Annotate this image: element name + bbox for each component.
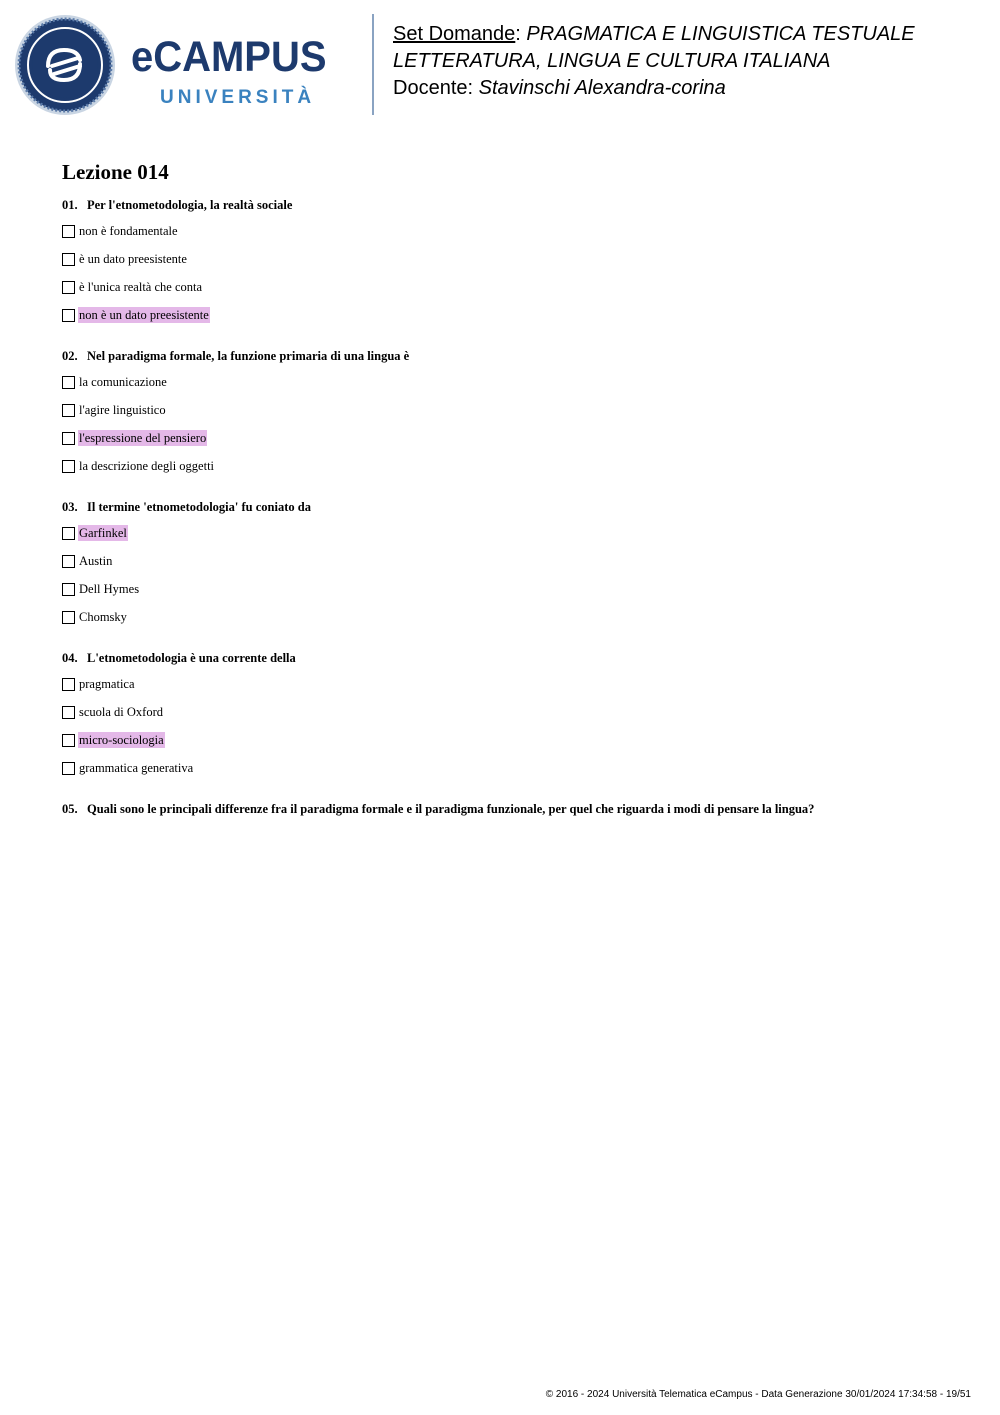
option-label: Chomsky: [79, 610, 127, 624]
option-03-a[interactable]: [62, 525, 128, 541]
checkbox[interactable]: [62, 281, 75, 294]
checkbox[interactable]: [62, 762, 75, 775]
question-text: Nel paradigma formale, la funzione primaria di una lingua è: [87, 349, 410, 363]
option-label: è l'unica realtà che conta: [79, 280, 203, 294]
question-02: [62, 350, 409, 363]
option-03-c[interactable]: [62, 581, 140, 597]
question-number: 02.: [62, 349, 78, 363]
option-02-b[interactable]: [62, 402, 167, 418]
checkbox[interactable]: [62, 253, 75, 266]
checkbox[interactable]: [62, 734, 75, 747]
option-02-c[interactable]: [62, 430, 207, 446]
checkbox[interactable]: [62, 225, 75, 238]
checkbox[interactable]: [62, 460, 75, 473]
question-text: L'etnometodologia è una corrente della: [87, 651, 296, 665]
question-03: [62, 501, 311, 514]
option-04-b[interactable]: [62, 704, 164, 720]
question-text: Il termine 'etnometodologia' fu coniato da: [87, 500, 311, 514]
option-label: scuola di Oxford: [79, 705, 164, 719]
option-03-b[interactable]: [62, 553, 113, 569]
brand-name: eCAMPUS: [131, 33, 327, 81]
option-label-correct: micro-sociologia: [79, 733, 164, 747]
set-domande-line: [393, 24, 915, 44]
ecampus-logo-seal: [14, 14, 116, 116]
checkbox[interactable]: [62, 432, 75, 445]
checkbox[interactable]: [62, 706, 75, 719]
checkbox[interactable]: [62, 376, 75, 389]
checkbox[interactable]: [62, 611, 75, 624]
header-divider: [372, 14, 374, 115]
option-label-correct: non è un dato preesistente: [79, 308, 209, 322]
checkbox[interactable]: [62, 678, 75, 691]
lesson-title: Lezione 014: [62, 160, 169, 184]
option-label: pragmatica: [79, 677, 135, 691]
option-label: Austin: [79, 554, 113, 568]
option-02-a[interactable]: [62, 374, 168, 390]
set-title-line2: LETTERATURA, LINGUA E CULTURA ITALIANA: [393, 50, 831, 72]
option-label-correct: Garfinkel: [79, 526, 127, 540]
question-number: 05.: [62, 802, 78, 816]
option-label-correct: l'espressione del pensiero: [79, 431, 207, 445]
question-text: Quali sono le principali differenze fra il paradigma formale e il paradigma funzionale, per quel che riguarda i modi di pensare la lingua?: [87, 802, 815, 816]
checkbox[interactable]: [62, 309, 75, 322]
option-label: grammatica generativa: [79, 761, 194, 775]
page-footer: © 2016 - 2024 Università Telematica eCampus - Data Generazione 30/01/2024 17:34:58 - 19/51: [545, 1389, 971, 1400]
question-04: [62, 652, 296, 665]
option-label: Dell Hymes: [79, 582, 140, 596]
option-02-d[interactable]: [62, 458, 215, 474]
option-03-d[interactable]: [62, 609, 128, 625]
question-number: 03.: [62, 500, 78, 514]
teacher-label: Docente:: [393, 77, 479, 99]
set-domande-separator: :: [515, 23, 527, 45]
option-01-b[interactable]: [62, 251, 188, 267]
option-label: non è fondamentale: [79, 224, 178, 238]
checkbox[interactable]: [62, 404, 75, 417]
question-number: 01.: [62, 198, 78, 212]
question-01: [62, 199, 292, 212]
set-title-line1: PRAGMATICA E LINGUISTICA TESTUALE: [526, 23, 915, 45]
checkbox[interactable]: [62, 555, 75, 568]
question-number: 04.: [62, 651, 78, 665]
option-01-a[interactable]: [62, 223, 179, 239]
question-text: Per l'etnometodologia, la realtà sociale: [87, 198, 293, 212]
option-04-d[interactable]: [62, 760, 194, 776]
checkbox[interactable]: [62, 583, 75, 596]
checkbox[interactable]: [62, 527, 75, 540]
option-04-a[interactable]: [62, 676, 136, 692]
brand-subtitle: UNIVERSITÀ: [160, 87, 316, 108]
option-01-d[interactable]: [62, 307, 210, 323]
teacher-line: [393, 78, 726, 98]
question-05: [62, 803, 814, 816]
option-label: la descrizione degli oggetti: [79, 459, 215, 473]
option-label: l'agire linguistico: [79, 403, 166, 417]
set-domande-label: Set Domande: [393, 23, 516, 45]
option-label: è un dato preesistente: [79, 252, 187, 266]
option-01-c[interactable]: [62, 279, 203, 295]
option-label: la comunicazione: [79, 375, 167, 389]
option-04-c[interactable]: [62, 732, 165, 748]
teacher-name: Stavinschi Alexandra-corina: [478, 77, 726, 99]
